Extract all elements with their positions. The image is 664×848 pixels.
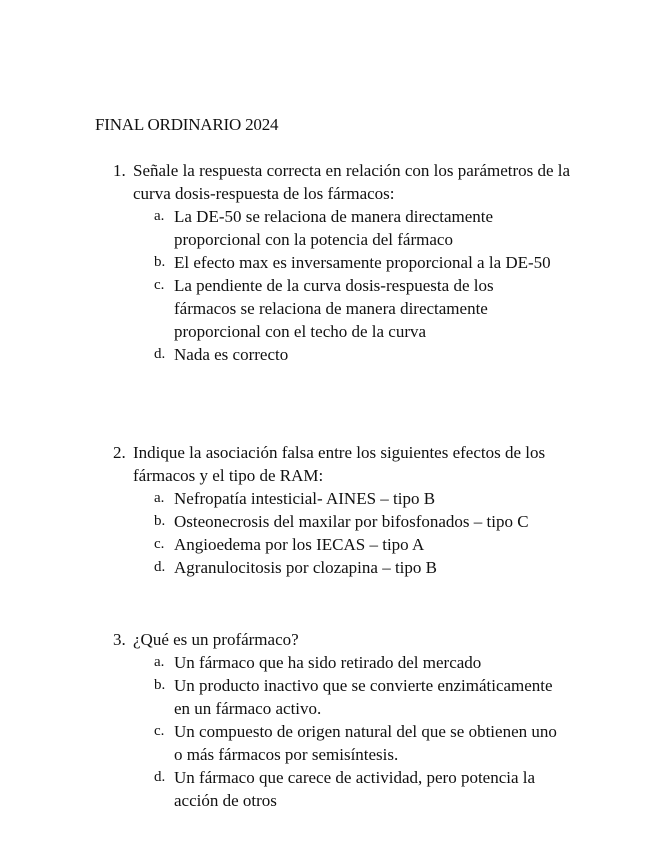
option-d <box>154 766 583 812</box>
document-title: FINAL ORDINARIO 2024 <box>95 115 279 134</box>
option-text: La pendiente de la curva dosis-respuesta de los fármacos se relaciona de manera directamente proporcional con el techo de la curva <box>174 276 494 341</box>
question-1 <box>113 159 583 366</box>
option-list <box>113 205 583 366</box>
option-text: Un producto inactivo que se convierte enzimáticamente en un fármaco activo. <box>174 676 553 718</box>
option-letter: a. <box>154 490 165 506</box>
option-list <box>113 487 583 579</box>
question-number: 3. <box>113 630 126 649</box>
option-text: Nefropatía intesticial- AINES – tipo B <box>174 489 436 508</box>
option-d <box>154 343 583 366</box>
option-letter: c. <box>154 277 165 293</box>
option-text: Osteonecrosis del maxilar por bifosfonados – tipo C <box>174 512 529 531</box>
option-a <box>154 487 583 510</box>
option-letter: b. <box>154 677 166 693</box>
option-text: Agranulocitosis por clozapina – tipo B <box>174 558 437 577</box>
option-text: Un fármaco que carece de actividad, pero potencia la acción de otros <box>174 768 536 810</box>
option-letter: b. <box>154 513 166 529</box>
option-c <box>154 533 583 556</box>
question-3 <box>113 628 583 812</box>
option-text: Nada es correcto <box>174 345 289 364</box>
question-stem <box>113 159 583 205</box>
option-letter: d. <box>154 346 166 362</box>
question-text: ¿Qué es un profármaco? <box>133 630 299 649</box>
option-text: Angioedema por los IECAS – tipo A <box>174 535 425 554</box>
option-list <box>113 651 583 812</box>
question-number: 1. <box>113 161 126 180</box>
option-b <box>154 251 583 274</box>
option-d <box>154 556 583 579</box>
option-text: Un fármaco que ha sido retirado del mercado <box>174 653 482 672</box>
option-a <box>154 205 583 251</box>
question-text: Señale la respuesta correcta en relación con los parámetros de la curva dosis-respuesta de los fármacos: <box>133 161 571 203</box>
option-b <box>154 510 583 533</box>
option-letter: a. <box>154 654 165 670</box>
question-text: Indique la asociación falsa entre los siguientes efectos de los fármacos y el tipo de RAM: <box>133 443 546 485</box>
option-b <box>154 674 583 720</box>
question-stem <box>113 441 583 487</box>
question-2 <box>113 441 583 579</box>
option-c <box>154 720 583 766</box>
question-number: 2. <box>113 443 126 462</box>
option-letter: c. <box>154 536 165 552</box>
option-c <box>154 274 583 343</box>
option-letter: a. <box>154 208 165 224</box>
option-letter: d. <box>154 559 166 575</box>
option-text: La DE-50 se relaciona de manera directamente proporcional con la potencia del fármaco <box>174 207 494 249</box>
option-a <box>154 651 583 674</box>
option-letter: b. <box>154 254 166 270</box>
option-text: Un compuesto de origen natural del que se obtienen uno o más fármacos por semisíntesis. <box>174 722 557 764</box>
option-text: El efecto max es inversamente proporcional a la DE-50 <box>174 253 551 272</box>
question-stem <box>113 628 583 651</box>
option-letter: c. <box>154 723 165 739</box>
option-letter: d. <box>154 769 166 785</box>
